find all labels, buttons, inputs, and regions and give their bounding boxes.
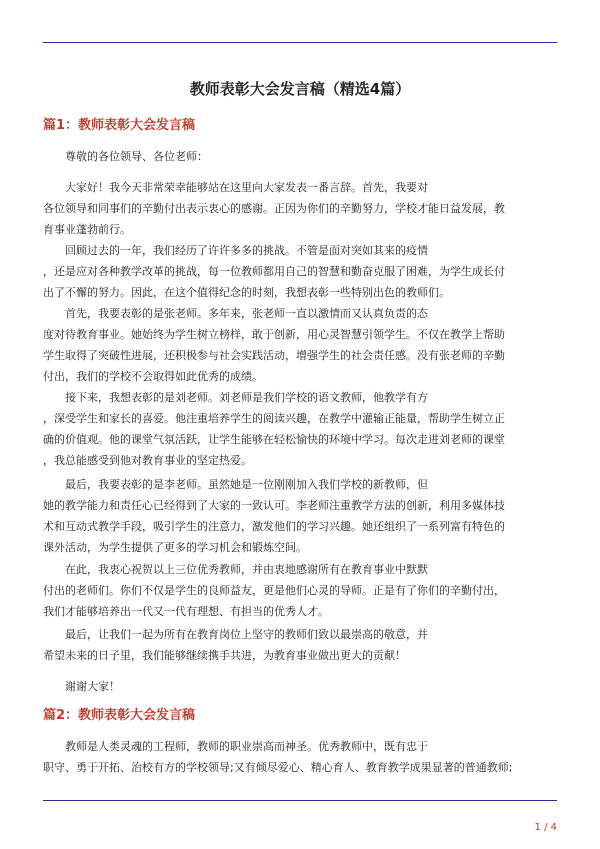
paragraph-review: 回顾过去的一年，我们经历了许许多多的挑战。不管是面对突如其来的疫情 ，还是应对各种教学改革的挑战，每一位教师都用自己的智慧和勤奋克服了困难，为学生成长付 出了不懈的努力。因此，在这个值得纪念的时刻，我想表彰一些特别出色的教师们。: [43, 244, 505, 299]
paragraph-teacher-liu: 接下来，我想表彰的是刘老师。刘老师是我们学校的语文教师，他教学有方 ，深受学生和家长的喜爱。他注重培养学生的阅读兴趣，在教学中灌输正能量，帮助学生树立正 确的价值观。他的课堂气氛活跃，让学生能够在轻松愉快的环境中学习。每次走进刘老师的课堂 ，我总能感受到他对教育事业的坚定热爱。: [43, 391, 505, 467]
section-heading-2: 篇2：教师表彰大会发言稿: [43, 708, 196, 723]
section-heading-1: 篇1：教师表彰大会发言稿: [43, 118, 196, 133]
header-rule: [43, 42, 557, 43]
paragraph-thanks: 谢谢大家！: [65, 680, 120, 693]
paragraph-closing: 最后，让我们一起为所有在教育岗位上坚守的教师们致以最崇高的敬意，并 希望未来的日子里，我们能够继续携手共进，为教育事业做出更大的贡献！: [43, 628, 428, 662]
paragraph-teacher-li: 最后，我要表彰的是李老师。虽然她是一位刚刚加入我们学校的新教师，但 她的教学能力和责任心已经得到了大家的一致认可。李老师注重教学方法的创新，利用多媒体技 术和互动式教学手段，吸引学生的注意力，激发他们的学习兴趣。她还组织了一系列富有特色的 课外活动，为学生提供了更多的学习机会和锻炼空间。: [43, 478, 505, 554]
page-indicator: 1 / 4: [534, 822, 557, 833]
paragraph-congratulations: 在此，我衷心祝贺以上三位优秀教师，并由衷地感谢所有在教育事业中默默 付出的老师们。你们不仅是学生的良师益友，更是他们心灵的导师。正是有了你们的辛勤付出， 我们才能够培养出一代又一代有理想、有担当的优秀人才。: [43, 563, 505, 618]
footer-rule: [43, 800, 557, 801]
paragraph-teacher-zhang: 首先，我要表彰的是张老师。多年来，张老师一直以激情而又认真负责的态 度对待教育事业。她始终为学生树立榜样，敢于创新，用心灵智慧引领学生。不仅在教学上帮助 学生取得了突破性进展，还积极参与社会实践活动，增强学生的社会责任感。没有张老师的辛勤 付出，我们的学校不会取得如此优秀的成绩。: [43, 307, 505, 383]
paragraph-section2-intro: 教师是人类灵魂的工程师，教师的职业崇高而神圣。优秀教师中，既有忠于 职守、勇于开拓、治校有方的学校领导;又有倾尽爱心、精心育人、教育教学成果显著的普通教师;: [43, 740, 513, 774]
document-title: 教师表彰大会发言稿（精选4篇）: [189, 80, 411, 98]
paragraph-opening: 大家好！我今天非常荣幸能够站在这里向大家发表一番言辞。首先，我要对 各位领导和同事们的辛勤付出表示衷心的感谢。正因为你们的辛勤努力，学校才能日益发展，教 育事业蓬勃前行。: [43, 181, 505, 236]
paragraph-greeting: 尊敬的各位领导、各位老师：: [65, 150, 208, 163]
